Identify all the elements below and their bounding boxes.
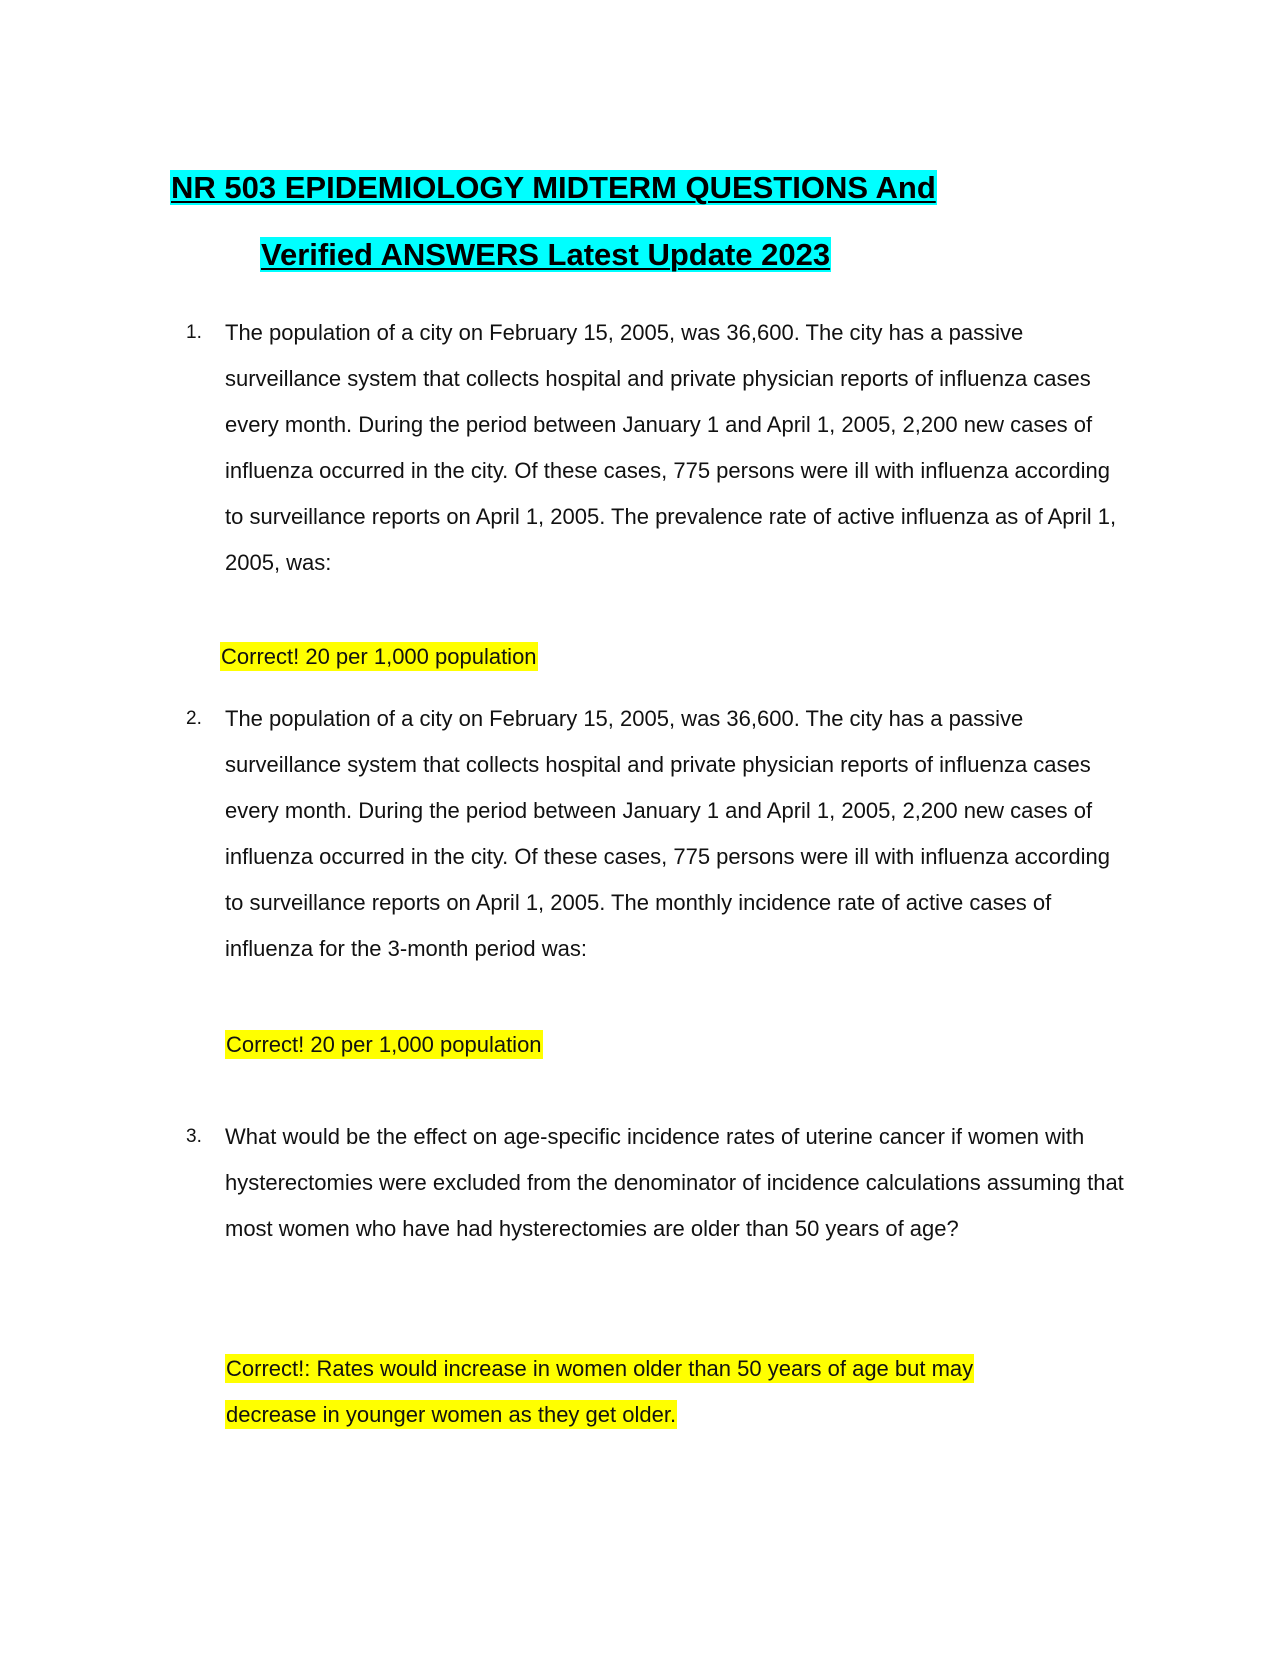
question-number: 1.	[186, 322, 202, 343]
answer-1	[220, 634, 1080, 680]
question-number: 2.	[186, 708, 202, 729]
title-line-1	[170, 168, 937, 208]
answer-text: Correct! 20 per 1,000 population	[226, 1032, 542, 1057]
answer-text: Correct!: Rates would increase in women older than 50 years of age but may decrease in younger women as they get older.	[226, 1356, 974, 1427]
answer-text: Correct! 20 per 1,000 population	[221, 644, 537, 669]
answer-3	[225, 1346, 1025, 1438]
title-text-2: Verified ANSWERS Latest Update 2023	[261, 237, 831, 272]
question-text: What would be the effect on age-specific incidence rates of uterine cancer if women with hysterectomies were excluded from the denominator of incidence calculations assuming that most women who have had hysterectomies are older than 50 years of age?	[225, 1124, 1124, 1241]
question-text: The population of a city on February 15, 2005, was 36,600. The city has a passive surveillance system that collects hospital and private physician reports of influenza cases every month. During the period between January 1 and April 1, 2005, 2,200 new cases of influenza occurred in the city. Of these cases, 775 persons were ill with influenza according to surveillance reports on April 1, 2005. The prevalence rate of active influenza as of April 1, 2005, was:	[225, 320, 1117, 575]
title-line-2	[260, 235, 831, 275]
question-text: The population of a city on February 15, 2005, was 36,600. The city has a passive surveillance system that collects hospital and private physician reports of influenza cases every month. During the period between January 1 and April 1, 2005, 2,200 new cases of influenza occurred in the city. Of these cases, 775 persons were ill with influenza according to surveillance reports on April 1, 2005. The monthly incidence rate of active cases of influenza for the 3-month period was:	[225, 706, 1110, 961]
title-text-1: NR 503 EPIDEMIOLOGY MIDTERM QUESTIONS And	[171, 170, 936, 205]
answer-2	[225, 1022, 1085, 1068]
question-number: 3.	[186, 1126, 202, 1147]
